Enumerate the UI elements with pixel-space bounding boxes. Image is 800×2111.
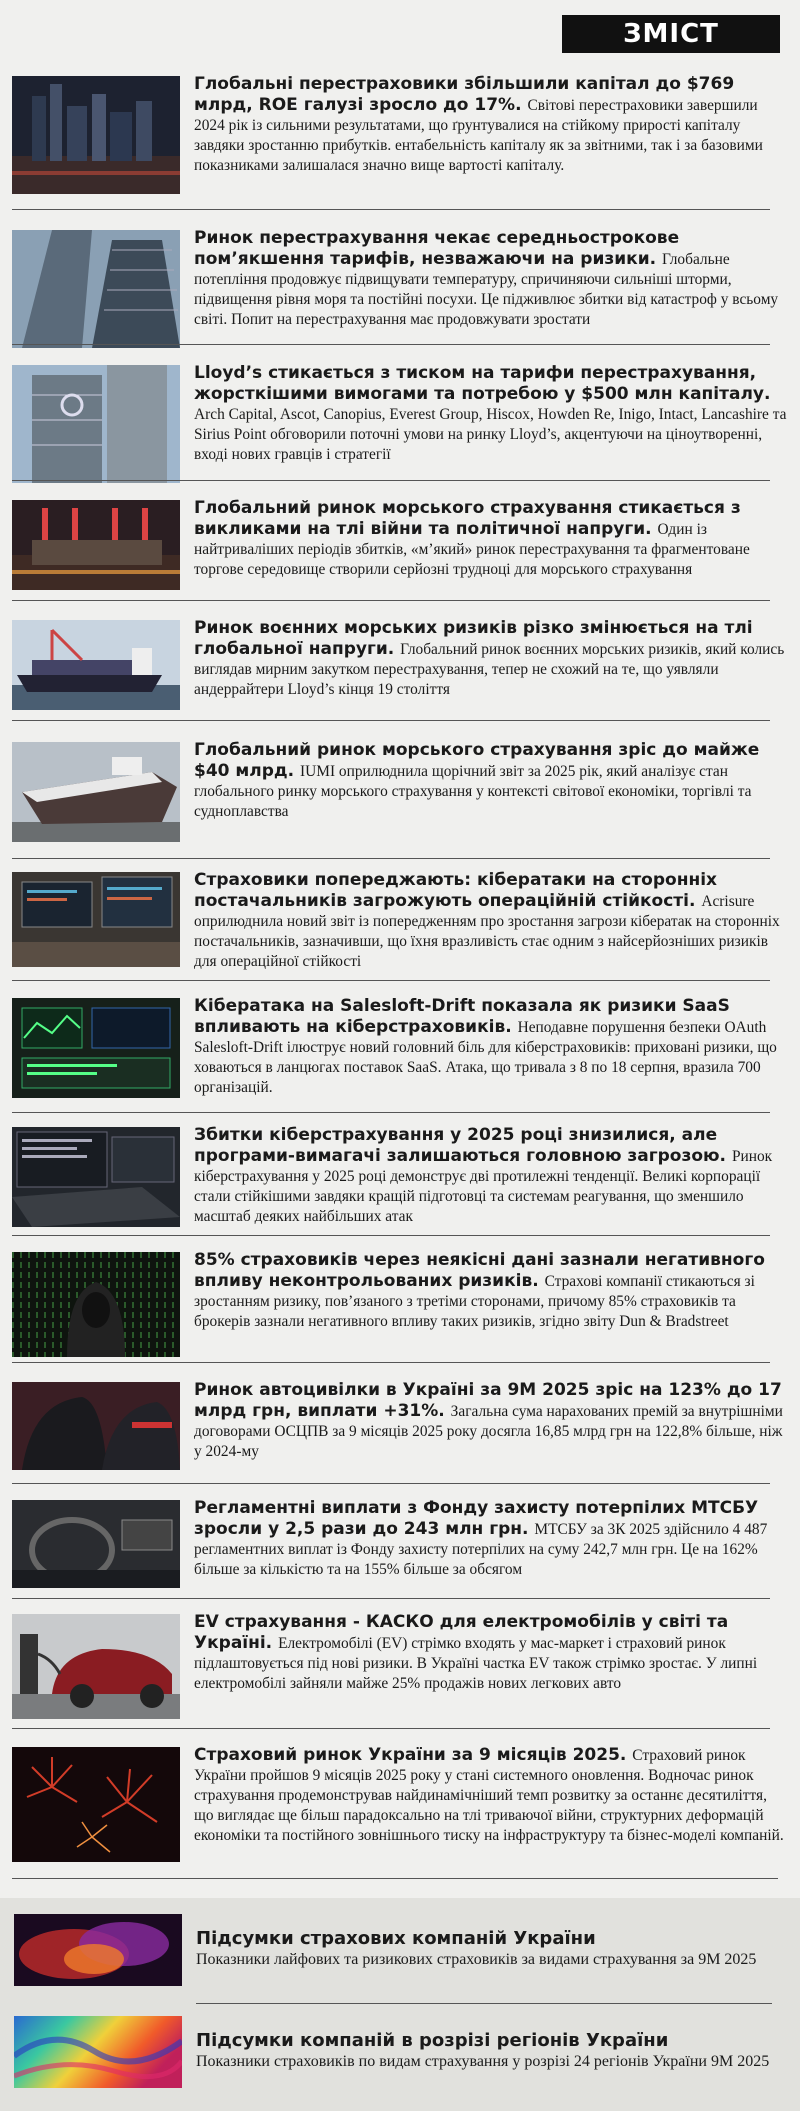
divider (12, 1728, 770, 1729)
article-text (194, 740, 788, 822)
monitor-desk-icon (12, 872, 180, 967)
skyscraper-icon (12, 230, 180, 348)
article-headline[interactable]: Страховий ринок України за 9 місяців 2025. (194, 1745, 633, 1765)
article-headline[interactable]: Збитки кіберстрахування у 2025 році знизилися, але програми-вимагачі залишаються головною загрозою. (194, 1125, 732, 1166)
divider (12, 600, 770, 601)
article-text (194, 1125, 788, 1227)
car-interior-icon (12, 1500, 180, 1588)
article-text (194, 1745, 788, 1846)
divider (12, 344, 770, 345)
divider (12, 1235, 770, 1236)
divider (196, 2003, 772, 2004)
summary-headline[interactable]: Підсумки компаній в розрізі регіонів України (196, 2030, 669, 2051)
article-body: Ринок кіберстрахування у 2025 році демонструє дві протилежні тенденції. Великі корпорації стали стійкішими завдяки кращій підготовці та системам реагування, що зменшило масштаб деяких найбільших атак (194, 1148, 773, 1225)
article-item[interactable] (12, 870, 788, 972)
article-body: Страхові компанії стикаються зі зростанням ризику, пов’язаного з третіми сторонами, причому 85% страховиків та брокерів зазнали негативного впливу таких ризиків, згідно звіту Dun & Bradstreet (194, 1273, 755, 1330)
article-body: Один із найтривaліших періодів збитків, «м’який» ринок перестрахування та фрагментоване торгове середовище створили серйозні трудноці для морського страхування (194, 521, 750, 578)
article-body: Страховий ринок України пройшов 9 місяців 2025 року у стані системного оновлення. Водночас ринок страхування продемонстрував найдинамічніший темп розвитку за останнє десятиліття, що виглядає ще більш парадоксально на тлі триваючої війни, структурних деформацій економіки та постійного зовнішнього тиску на інфраструктуру та бізнес-моделі компаній. (194, 1747, 784, 1844)
article-item[interactable] (12, 1498, 788, 1588)
divider (12, 1598, 770, 1599)
article-text (194, 74, 788, 176)
fireworks-icon (12, 1747, 180, 1862)
ship-drydock-icon (12, 742, 180, 842)
article-headline[interactable]: Ринок перестрахування чекає середньострокове пом’якшення тарифів, незважаючи на ризики. (194, 228, 680, 269)
lloyds-building-icon (12, 365, 180, 483)
heatmap-icon (14, 2016, 182, 2088)
article-headline[interactable]: Ринок воєнних морських ризиків різко змінюється на тлі глобальної напруги. (194, 618, 753, 659)
article-text (194, 618, 788, 700)
article-item[interactable] (12, 74, 788, 194)
article-text (194, 498, 788, 580)
summary-headline[interactable]: Підсумки страхових компаній України (196, 1928, 596, 1949)
article-item[interactable] (12, 1380, 788, 1470)
article-headline[interactable]: Глобальний ринок морського страхування стикається з викликами на тлі війни та політичної напруги. (194, 498, 741, 539)
article-text (194, 996, 788, 1098)
article-text (194, 1380, 788, 1462)
divider (12, 480, 770, 481)
summary-text (196, 2030, 784, 2072)
summary-item[interactable] (14, 1912, 784, 1986)
article-headline[interactable]: Кібератака на Salesloft-Drift показала як ризики SaaS впливають на кіберстраховиків. (194, 996, 730, 1037)
article-text (194, 1612, 788, 1694)
article-headline[interactable]: Ринок автоцивілки в Україні за 9М 2025 зріс на 123% до 17 млрд грн, виплати +31%. (194, 1380, 782, 1421)
article-item[interactable] (12, 498, 788, 590)
article-body: Світові перестраховики завершили 2024 рік із сильними результатами, що ґрунтувалися на стійкому прирості капіталу завдяки зростанню прибутків. ентабельність капіталу як за звітними, так і за базовими показниками залишалася значно вище вартості капіталу. (194, 97, 763, 174)
article-headline[interactable]: Страховики попереджають: кібератаки на сторонніх постачальників загрожують операційній стійкості. (194, 870, 717, 911)
article-item[interactable] (12, 618, 788, 710)
article-headline[interactable]: Регламентні виплати з Фонду захисту потерпілих МТСБУ зросли у 2,5 рази до 243 млн грн. (194, 1498, 759, 1539)
article-text (194, 870, 788, 972)
article-item[interactable] (12, 996, 788, 1098)
article-body: МТСБУ за 3К 2025 здійснило 4 487 регламентних виплат із Фонду захисту потерпілих на суму 242,7 млн грн. Це на 162% більше за кількістю та на 155% більше за обсягом (194, 1521, 768, 1578)
article-body: Загальна сума нарахованих премій за внутрішніми договорами ОСЦПВ за 9 місяців 2025 року досягла 16,85 млрд грн на 122,8% більше, ніж у 2024-му (194, 1403, 783, 1460)
article-body: IUMI оприлюднила щорічний звіт за 2025 рік, який аналізує стан глобального ринку морського страхування у контексті світової економіки, торгівлі та судноплавства (194, 763, 752, 820)
abstract-fire-icon (14, 1914, 182, 1986)
hooded-hacker-icon (12, 1252, 180, 1357)
article-body: Acrisure оприлюднила новий звіт із попередженням про зростання загрози кібератак на сторонніх постачальників, зазначивши, що їхня вразливість стає одним з найсерйозніших ризиків для операційної стійкості (194, 893, 780, 970)
article-item[interactable] (12, 1125, 788, 1227)
article-text (194, 1498, 788, 1580)
summary-text (196, 1928, 784, 1970)
article-headline[interactable]: 85% страховиків через неякісні дані зазнали негативного впливу неконтрольованих ризиків. (194, 1250, 765, 1291)
article-text (194, 1250, 788, 1332)
article-text (194, 228, 788, 330)
article-headline[interactable]: EV страхування - КАСКО для електромобілів у світі та Україні. (194, 1612, 729, 1653)
contents-title: ЗМІСТ (562, 15, 780, 53)
divider (12, 980, 770, 981)
article-item[interactable] (12, 1745, 788, 1862)
laptop-code-icon (12, 1127, 180, 1227)
article-body: Електромобілі (EV) стрімко входять у мас-маркет і страховий ринок підлаштовується під нові ризики. В Україні частка EV також стрімко зростає. У липні електромобілі зайняли майже 25% продажів нових легкових авто (194, 1635, 758, 1692)
divider (12, 720, 770, 721)
divider (12, 1483, 770, 1484)
summary-body: Показники лайфових та ризикових страховиків за видами страхування за 9М 2025 (196, 1951, 757, 1968)
article-item[interactable] (12, 228, 788, 348)
article-body: Глобальне потепління продовжує підвищувати температуру, спричиняючи сильніші шторми, підвищення рівня моря та постійні посухи. Це підживлює збитки від катастроф у всьому світі. Попит на перестрахування має продовжувати зростати (194, 251, 779, 328)
divider (12, 1362, 770, 1363)
article-headline[interactable]: Глобальний ринок морського страхування зріс до майже $40 млрд. (194, 740, 760, 781)
article-item[interactable] (12, 740, 788, 842)
article-body: Глобальний ринок воєнних морських ризиків, який колись виглядав мирним закутком перестрахування, тепер не схожий на те, що уявляли андеррайтери Lloyd’s кінця 19 століття (194, 641, 785, 698)
divider (12, 858, 770, 859)
summary-body: Показники страховиків по видам страхування у розрізі 24 регіонів України 9М 2025 (196, 2053, 770, 2070)
article-headline[interactable]: Глобальні перестраховики збільшили капітал до $769 млрд, ROE галузі зросло до 17%. (194, 74, 735, 115)
article-item[interactable] (12, 1612, 788, 1719)
cargo-ship-icon (12, 620, 180, 710)
article-body: Неподавне порушення безпеки OAuth Salesloft-Drift ілюструє новий головний біль для кіберстраховиків: приховані ризики, що ховаються в ланцюгах поставок SaaS. Атака, що тривала з 8 по 18 серпня, вразила 700 організацій. (194, 1019, 777, 1096)
article-text (194, 363, 788, 465)
summary-item[interactable] (14, 2014, 784, 2088)
ev-charging-icon (12, 1614, 180, 1719)
divider (12, 1878, 778, 1879)
power-plant-icon (12, 500, 180, 590)
divider (12, 209, 770, 210)
article-item[interactable] (12, 1250, 788, 1357)
article-body: Arch Capital, Ascot, Canopius, Everest Group, Hiscox, Howden Re, Inigo, Intact, Lancashire та Sirius Point обговорили поточні умови на ринку Lloyd’s, акцентуючи на ціноутворенні, вході нових гравців і стратегії (194, 406, 787, 463)
server-screens-icon (12, 998, 180, 1098)
article-item[interactable] (12, 363, 788, 483)
car-seats-icon (12, 1382, 180, 1470)
city-skyline-night-icon (12, 76, 180, 194)
article-headline[interactable]: Lloyd’s стикається з тиском на тарифи перестрахування, жорсткішими вимогами та потребою у $500 млн капіталу. (194, 363, 771, 404)
divider (12, 1112, 770, 1113)
